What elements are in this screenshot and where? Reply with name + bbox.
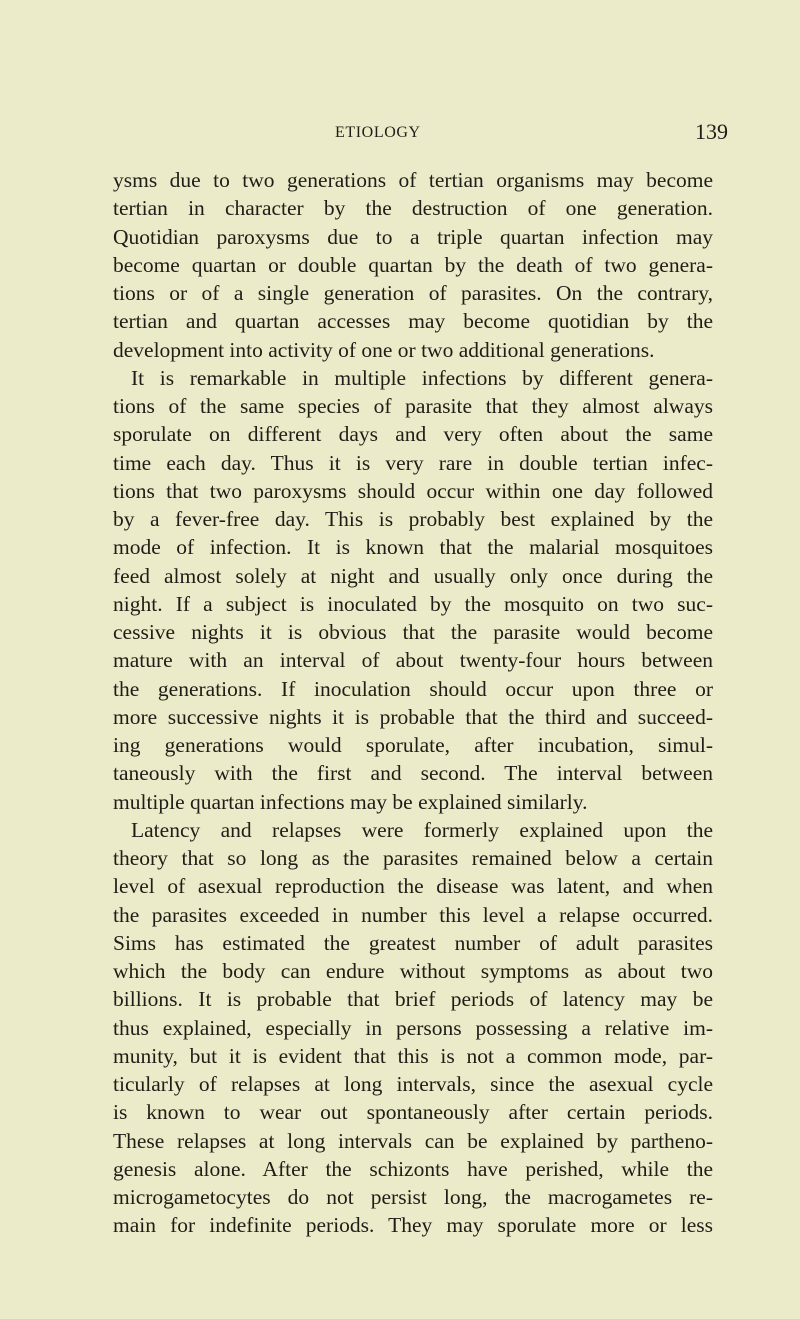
- text-line: the parasites exceeded in number this level a relapse occurred.: [113, 902, 713, 927]
- text-line: tertian in character by the destruction of one generation.: [113, 196, 713, 221]
- text-line: level of asexual reproduction the disease was latent, and when: [113, 874, 713, 899]
- body-text: [113, 166, 713, 1240]
- text-line: the generations. If inoculation should occur upon three or: [113, 676, 713, 701]
- text-line: sporulate on different days and very often about the same: [113, 422, 713, 447]
- text-line: Sims has estimated the greatest number of adult parasites: [113, 930, 713, 955]
- text-line: time each day. Thus it is very rare in double tertian infec-: [113, 450, 713, 475]
- text-line: by a fever-free day. This is probably best explained by the: [113, 507, 713, 531]
- text-line: tertian and quartan accesses may become quotidian by the: [113, 309, 713, 334]
- text-line: mature with an interval of about twenty-four hours between: [113, 648, 713, 673]
- text-line: munity, but it is evident that this is not a common mode, par-: [113, 1043, 713, 1068]
- text-line: thus explained, especially in persons possessing a relative im-: [113, 1015, 713, 1040]
- running-head: [0, 119, 800, 149]
- text-line: tions of the same species of parasite that they almost always: [113, 394, 713, 418]
- text-line: ing generations would sporulate, after incubation, simul-: [113, 733, 713, 757]
- text-line: theory that so long as the parasites remained below a certain: [113, 846, 713, 870]
- text-line: cessive nights it is obvious that the parasite would become: [113, 620, 713, 644]
- text-line: is known to wear out spontaneously after certain periods.: [113, 1100, 713, 1125]
- text-line: ticularly of relapses at long intervals, since the asexual cycle: [113, 1072, 713, 1096]
- page-number: 139: [695, 119, 728, 144]
- text-line: Latency and relapses were formerly explained upon the: [131, 817, 713, 842]
- text-line: become quartan or double quartan by the death of two genera-: [113, 252, 713, 277]
- text-line: development into activity of one or two additional generations.: [113, 337, 655, 362]
- chapter-title: ETIOLOGY: [335, 124, 421, 141]
- text-line: which the body can endure without symptoms as about two: [113, 959, 713, 983]
- text-line: ysms due to two generations of tertian organisms may become: [113, 168, 713, 192]
- text-line: tions or of a single generation of parasites. On the contrary,: [113, 281, 713, 305]
- text-line: genesis alone. After the schizonts have perished, while the: [113, 1156, 713, 1181]
- text-line: tions that two paroxysms should occur within one day followed: [113, 478, 713, 503]
- text-line: billions. It is probable that brief periods of latency may be: [113, 987, 713, 1012]
- text-line: These relapses at long intervals can be explained by partheno-: [113, 1128, 713, 1153]
- text-line: night. If a subject is inoculated by the mosquito on two suc-: [113, 591, 713, 616]
- text-line: more successive nights it is probable that the third and succeed-: [113, 704, 713, 729]
- text-line: taneously with the first and second. The interval between: [113, 761, 713, 786]
- text-line: main for indefinite periods. They may sporulate more or less: [113, 1213, 713, 1238]
- text-line: multiple quartan infections may be explained similarly.: [113, 789, 588, 814]
- text-line: Quotidian paroxysms due to a triple quartan infection may: [113, 224, 713, 249]
- text-line: mode of infection. It is known that the malarial mosquitoes: [113, 535, 713, 560]
- text-line: It is remarkable in multiple infections by different genera-: [131, 365, 713, 390]
- text-line: microgametocytes do not persist long, the macrogametes re-: [113, 1185, 713, 1209]
- text-line: feed almost solely at night and usually only once during the: [113, 563, 713, 588]
